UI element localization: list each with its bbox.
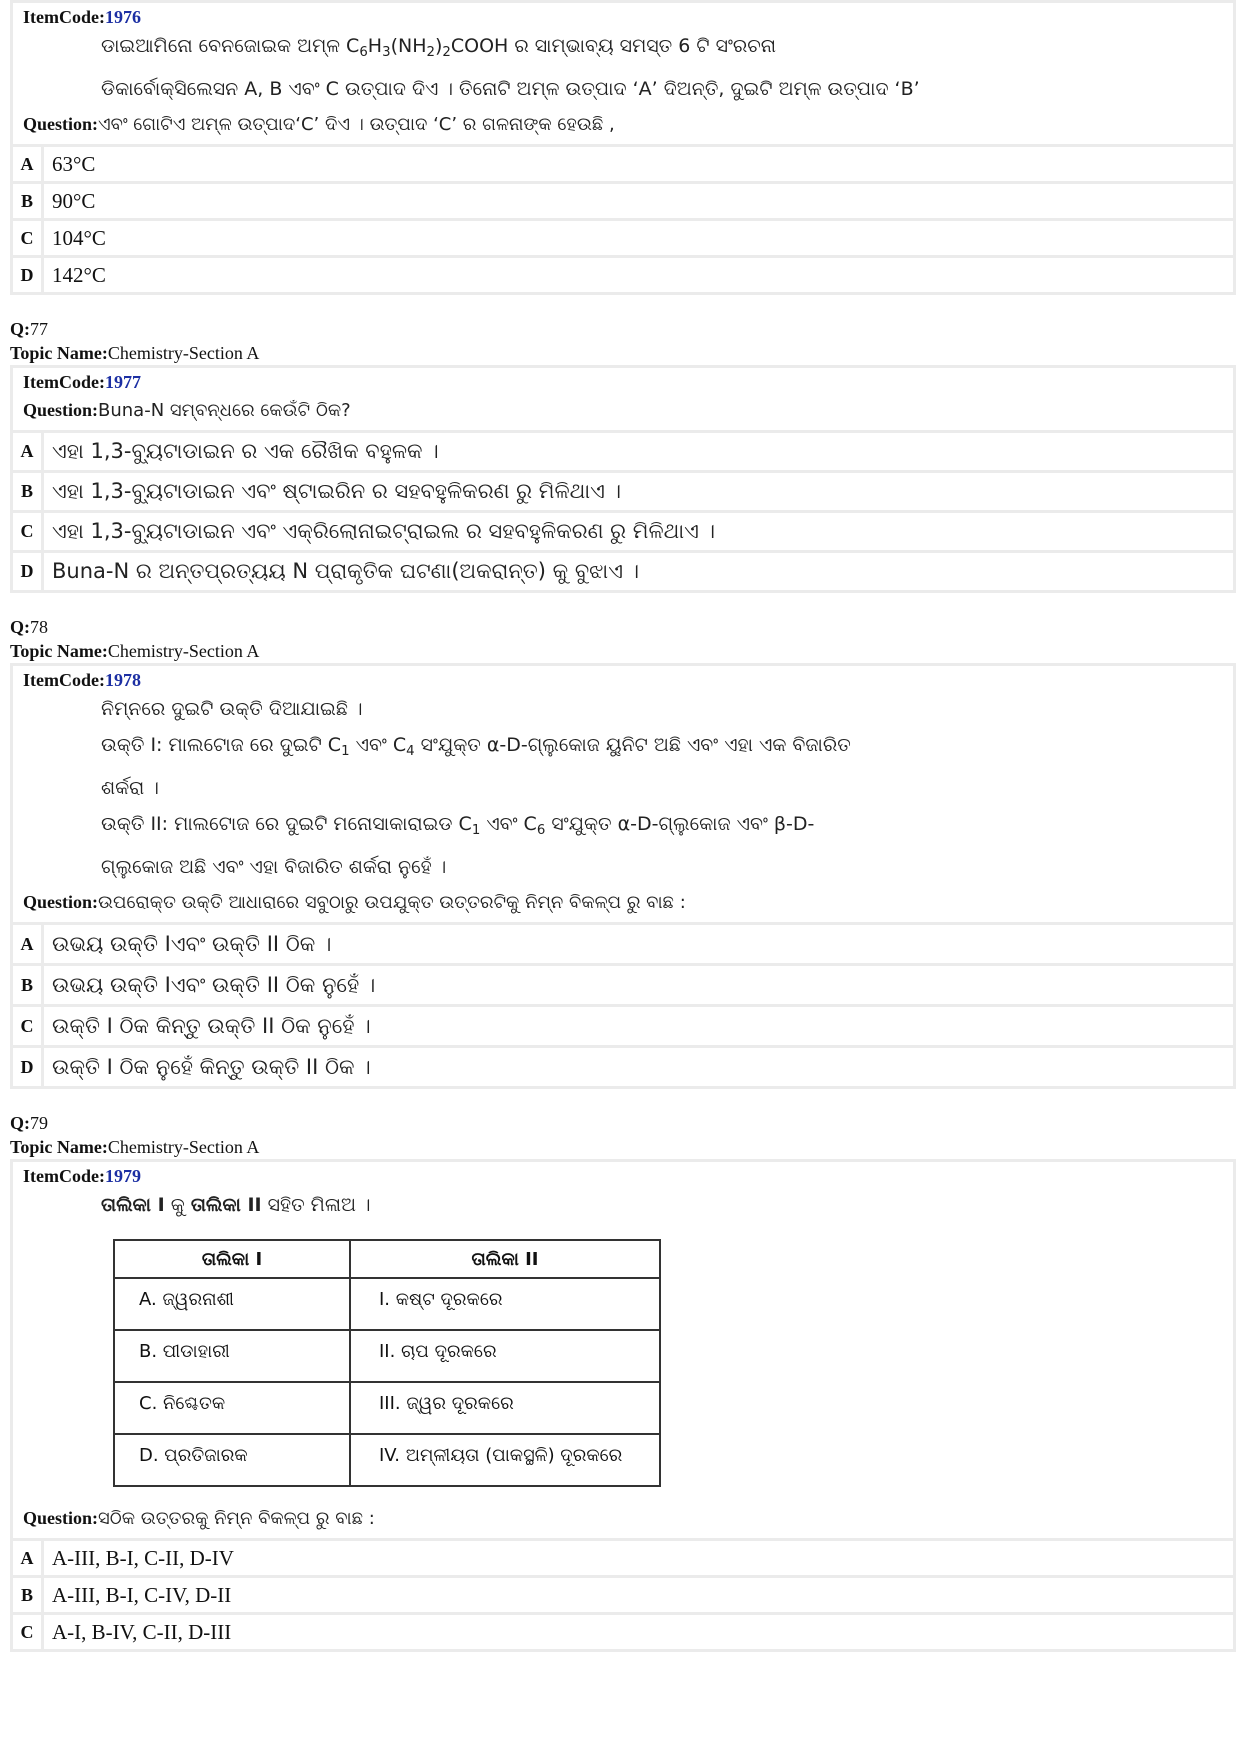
question-row xyxy=(23,393,1223,428)
item-code-label: ItemCode: xyxy=(23,1166,105,1186)
question-row xyxy=(23,107,1223,142)
option-letter: D xyxy=(13,553,44,590)
question-card-1976 xyxy=(10,0,1236,295)
topic-label: Topic Name: xyxy=(10,343,108,363)
item-code-value: 1977 xyxy=(104,372,141,392)
option-text: ଏହା 1,3-ବ୍ୟୁଟାଡାଇନ ର ଏକ ରୈଖିକ ବହୁଳକ । xyxy=(52,439,439,463)
question-card-1977 xyxy=(10,365,1236,593)
item-code xyxy=(23,1166,1223,1187)
option-letter: A xyxy=(13,147,44,181)
option-text: ଉଭୟ ଉକ୍ତି Iଏବଂ ଉକ୍ତି II ଠିକ । xyxy=(52,931,332,956)
option-a[interactable] xyxy=(13,925,1233,963)
option-letter: C xyxy=(13,513,44,550)
option-letter: D xyxy=(13,1048,44,1086)
item-code-value: 1978 xyxy=(104,670,141,690)
question-header xyxy=(13,666,1233,922)
question-header xyxy=(13,1162,1233,1538)
question-label: Question: xyxy=(23,400,99,420)
question-stem-line: ଉକ୍ତି I: ମାଲଟୋଜ ରେ ଦୁଇଟି $C_1$ ଏବଂ $C_4$ ସଂଯୁକ୍ତ α-D-ଗ୍ଲୁକୋଜ ୟୁନିଟ ଅଛି ଏବଂ ଏହା ଏକ ବିଜାରିତ xyxy=(101,734,851,759)
option-d[interactable] xyxy=(13,1048,1233,1086)
table-row xyxy=(114,1434,660,1486)
option-letter: B xyxy=(13,184,44,218)
question-stem-line: ତାଲିକା I କୁ ତାଲିକା II ସହିତ ମିଳାଅ । xyxy=(101,1194,371,1216)
q-label: Q: xyxy=(10,319,30,339)
table-row xyxy=(114,1330,660,1382)
option-text: 142°C xyxy=(52,262,106,287)
table-cell: I. କଷ୍ଟ ଦୂରକରେ xyxy=(350,1278,660,1330)
question-meta xyxy=(10,1111,1236,1159)
q-label: Q: xyxy=(10,1113,30,1133)
option-b[interactable] xyxy=(13,966,1233,1004)
item-code-value: 1976 xyxy=(104,7,141,27)
question-header xyxy=(13,368,1233,430)
question-meta xyxy=(10,317,1236,365)
item-code-label: ItemCode: xyxy=(23,372,105,392)
page xyxy=(10,0,1236,1652)
question-stem-line: ଡାଇଆମିନୋ ବେନଜୋଇକ ଅମ୍ଳ $C_6H_3(NH_2)_2COOH$ ର ସାମ୍ଭାବ୍ୟ ସମସ୍ତ 6 ଟି ସଂରଚନା xyxy=(101,35,777,60)
topic-name: Chemistry-Section A xyxy=(107,343,260,363)
question-header xyxy=(13,3,1233,144)
option-b[interactable] xyxy=(13,473,1233,510)
option-letter: A xyxy=(13,1541,44,1575)
option-letter: B xyxy=(13,966,44,1004)
option-letter: C xyxy=(13,1007,44,1045)
option-c[interactable] xyxy=(13,513,1233,550)
table-cell: II. ଚାପ ଦୂରକରେ xyxy=(350,1330,660,1382)
question-label: Question: xyxy=(23,892,99,912)
option-d[interactable] xyxy=(13,258,1233,292)
question-card-1978 xyxy=(10,663,1236,1089)
q-label: Q: xyxy=(10,617,30,637)
item-code xyxy=(23,7,1223,28)
option-text: ଉଭୟ ଉକ୍ତି Iଏବଂ ଉକ୍ତି II ଠିକ ନୁହେଁ । xyxy=(52,972,376,997)
option-d[interactable] xyxy=(13,553,1233,590)
q-number: 79 xyxy=(30,1113,48,1133)
option-letter: C xyxy=(13,1615,44,1649)
option-text: 104°C xyxy=(52,225,106,250)
option-text: A-III, B-I, C-II, D-IV xyxy=(52,1545,234,1570)
option-text: 63°C xyxy=(52,151,96,176)
table-cell: C. ନିଶ୍ଚେତକ xyxy=(114,1382,350,1434)
option-text: ଉକ୍ତି I ଠିକ କିନ୍ତୁ ଉକ୍ତି II ଠିକ ନୁହେଁ । xyxy=(52,1013,371,1038)
table-row xyxy=(114,1382,660,1434)
table-cell: A. ଜ୍ୱରନାଶୀ xyxy=(114,1278,350,1330)
question-text: ଏବଂ ଗୋଟିଏ ଅମ୍ଳ ଉତ୍ପାଦ‘C’ ଦିଏ । ଉତ୍ପାଦ ‘C’ ର ଗଳନାଙ୍କ ହେଉଛି , xyxy=(98,114,615,135)
q-number: 77 xyxy=(30,319,48,339)
question-row xyxy=(23,885,1223,920)
question-stem-line: ନିମ୍ନରେ ଦୁଇଟି ଉକ୍ତି ଦିଆଯାଇଛି । xyxy=(101,698,363,720)
table-cell: B. ପୀଡାହାରୀ xyxy=(114,1330,350,1382)
question-text: Buna-N ସମ୍ବନ୍ଧରେ କେଉଁଟି ଠିକ? xyxy=(98,400,351,421)
option-a[interactable] xyxy=(13,433,1233,470)
question-label: Question: xyxy=(23,114,99,134)
topic-name: Chemistry-Section A xyxy=(107,641,260,661)
option-letter: A xyxy=(13,925,44,963)
question-meta xyxy=(10,615,1236,663)
question-text: ଉପରୋକ୍ତ ଉକ୍ତି ଆଧାରାରେ ସବୁଠାରୁ ଉପଯୁକ୍ତ ଉତ୍ତରଟିକୁ ନିମ୍ନ ବିକଳ୍ପ ରୁ ବାଛ : xyxy=(98,892,686,913)
table-cell: D. ପ୍ରତିଜାରକ xyxy=(114,1434,350,1486)
option-text: ଏହା 1,3-ବ୍ୟୁଟାଡାଇନ ଏବଂ ଏକ୍ରିଲୋନାଇଟ୍ରାଇଲ ର ସହବହୁଳିକରଣ ରୁ ମିଳିଥାଏ । xyxy=(52,519,716,543)
option-b[interactable] xyxy=(13,184,1233,218)
question-stem-line: ଡିକାର୍ବୋକ୍ସିଲେସନ A, B ଏବଂ C ଉତ୍ପାଦ ଦିଏ । ତିନୋଟି ଅମ୍ଳ ଉତ୍ପାଦ ‘A’ ଦିଅନ୍ତି, ଦୁଇଟି ଅମ୍ଳ ଉତ୍ପାଦ ‘B’ xyxy=(101,78,920,100)
table-cell: III. ଜ୍ୱର ଦୂରକରେ xyxy=(350,1382,660,1434)
item-code-label: ItemCode: xyxy=(23,7,105,27)
table-header: ତାଲିକା I xyxy=(114,1240,350,1278)
question-stem-line: ଗ୍ଲୁକୋଜ ଅଛି ଏବଂ ଏହା ବିଜାରିତ ଶର୍କରା ନୁହେଁ । xyxy=(101,856,447,878)
option-text: Buna-N ର ଅନ୍ତପ୍ରତ୍ୟୟ N ପ୍ରାକୃତିକ ଘଟଣା(ଅକରାନ୍ତ) କୁ ବୁଝାଏ । xyxy=(52,559,640,583)
question-stem-line: ଉକ୍ତି II: ମାଲଟୋଜ ରେ ଦୁଇଟି ମନୋସାକାରାଇଡ $C_1$ ଏବଂ $C_6$ ସଂଯୁକ୍ତ α-D-ଗ୍ଲୁକୋଜ ଏବଂ β-D- xyxy=(101,813,815,838)
option-text: 90°C xyxy=(52,188,96,213)
option-text: ଏହା 1,3-ବ୍ୟୁଟାଡାଇନ ଏବଂ ଷ୍ଟାଇରିନ ର ସହବହୁଳିକରଣ ରୁ ମିଳିଥାଏ । xyxy=(52,479,622,503)
table-row xyxy=(114,1278,660,1330)
question-label: Question: xyxy=(23,1508,99,1528)
item-code xyxy=(23,670,1223,691)
q-number: 78 xyxy=(30,617,48,637)
option-b[interactable] xyxy=(13,1578,1233,1612)
topic-name: Chemistry-Section A xyxy=(107,1137,260,1157)
option-a[interactable] xyxy=(13,1541,1233,1575)
table-cell: IV. ଅମ୍ଳୀୟତା (ପାକସ୍ଥଳି) ଦୂରକରେ xyxy=(350,1434,660,1486)
item-code xyxy=(23,372,1223,393)
match-table xyxy=(113,1239,661,1487)
option-text: ଉକ୍ତି I ଠିକ ନୁହେଁ କିନ୍ତୁ ଉକ୍ତି II ଠିକ । xyxy=(52,1054,371,1079)
topic-label: Topic Name: xyxy=(10,1137,108,1157)
question-card-1979 xyxy=(10,1159,1236,1652)
option-letter: C xyxy=(13,221,44,255)
option-letter: A xyxy=(13,433,44,470)
option-c[interactable] xyxy=(13,1007,1233,1045)
option-c[interactable] xyxy=(13,1615,1233,1649)
question-text: ସଠିକ ଉତ୍ତରକୁ ନିମ୍ନ ବିକଳ୍ପ ରୁ ବାଛ : xyxy=(98,1508,375,1529)
option-c[interactable] xyxy=(13,221,1233,255)
option-letter: D xyxy=(13,258,44,292)
item-code-value: 1979 xyxy=(104,1166,141,1186)
option-a[interactable] xyxy=(13,147,1233,181)
option-letter: B xyxy=(13,473,44,510)
item-code-label: ItemCode: xyxy=(23,670,105,690)
question-stem-line: ଶର୍କରା । xyxy=(101,777,159,799)
option-letter: B xyxy=(13,1578,44,1612)
option-text: A-III, B-I, C-IV, D-II xyxy=(52,1582,232,1607)
table-header: ତାଲିକା II xyxy=(350,1240,660,1278)
question-row xyxy=(23,1501,1223,1536)
option-text: A-I, B-IV, C-II, D-III xyxy=(52,1619,232,1644)
topic-label: Topic Name: xyxy=(10,641,108,661)
